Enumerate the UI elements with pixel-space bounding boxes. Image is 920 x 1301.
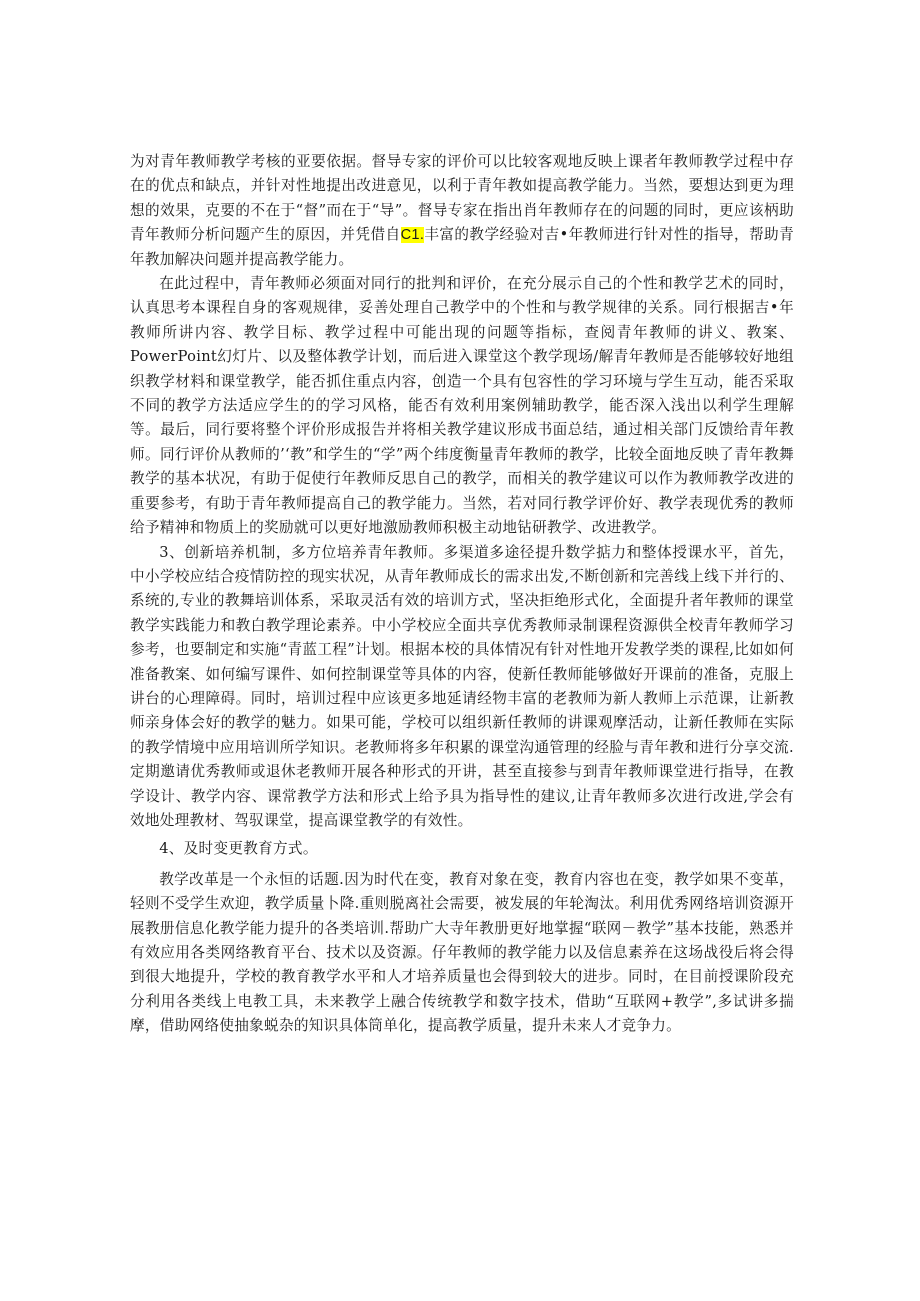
paragraph-4-heading: 4、及时变更教育方式。 xyxy=(159,840,318,858)
paragraph-1 xyxy=(130,150,794,272)
paragraph-2: 在此过程中，青年教师必须面对同行的批判和评价，在充分展示自己的个性和教学艺术的同时，认真思考本课程自身的客观规律，妥善处理自己教学中的个性和与教学规律的关系。同行根据吉•年教师所讲内容、教学目标、教学过程中可能出现的问题等指标，查阅青年教师的讲义、教案、PowerPoint幻灯片、以及整体教学计划，而后进入课堂这个教学现场/解青年教师是否能够较好地组织教学材料和课堂教学，能否抓住重点内容，创造一个具有包容性的学习环境与学生互动，能否采取不同的教学方法适应学生的的学习风格，能否有效利用案例辅助教学，能否深入浅出以利学生理解等。最后，同行要将整个评价形成报告并将相关教学建议形成书面总结，通过相关部门反馈给青年教师。同行评价从教师的’‘教”和学生的“学”两个纬度衡量青年教师的教学，比较全面地反映了青年教舞教学的基本状况，有助于促使行年教师反思自己的教学，而相关的教学建议可以作为教师教学改进的重要参考，有助于青年教师提高自己的教学能力。当然，若对同行教学评价好、教学表现优秀的教师给予精神和物质上的奖励就可以更好地激励教师积极主动地钻研教学、改进教学。 xyxy=(130,275,794,537)
document-body xyxy=(130,150,794,1039)
paragraph-1-text-after: 丰富的教学经验对吉•年教师进行针对性的指导，帮助青年教加解决问题并提高教学能力。 xyxy=(130,226,794,268)
highlighted-text: C1. xyxy=(400,227,425,244)
paragraph-3: 3、创新培养机制，多方位培养青年教师。多渠道多途径提升数学掂力和整体授课水平，首先，中小学校应结合疫情防控的现实状况，从青年教师成长的需求出发,不断创新和完善线上线下并行的、系统的,专业的教舞培训体系，采取灵活有效的培训方式，坚决拒绝形式化，全面提升者年教师的课堂教学实践能力和教白教学理论素养。中小学校应全面共享优秀教师录制课程资源供全校青年教师学习参考，也要制定和实施“青蓝工程”计划。根据本校的具体情况有针对性地开发教学类的课程,比如如何准备教案、如何编写课件、如何控制课堂等具体的内容，使新任教师能够做好开课前的准备，克服上讲台的心理障碍。同时，培训过程中应该更多地延请经物丰富的老教师为新人教师上示范课，让新教师亲身体会好的教学的魅力。如果可能，学校可以组织新任教师的讲课观摩活动，让新任教师在实际的教学情境中应用培训所学知识。老教师将多年积累的课堂沟通管理的经脸与青年教和进行分享交流.定期邀请优秀教师或退休老教师开展各种形式的开讲，甚至直接参与到青年教师课堂进行指导，在教学设计、教学内容、课常教学方法和形式上给予具为指导性的建议,让青年教师多次进行改进,学会有效地处理教材、驾驭课堂，提高课堂教学的有效性。 xyxy=(130,543,794,829)
paragraph-5: 教学改革是一个永恒的话题.因为时代在变，教育对象在变，教育内容也在变，教学如果不变革，轻则不受学生欢迎，教学质量卜降.重则脱离社会需要，被发展的年轮淘汰。利用优秀网络培训资源开展教册信息化教学能力提升的各类培训.帮助广大寺年教册更好地掌握“联网－教学”基本技能，熟悉并有效应用各类网络教育平台、技术以及资源。仔年教师的教学能力以及信息素养在这场战役后将会得到很大地提升，学校的教育教学水平和人才培养质量也会得到较大的进步。同时，在目前授课阶段充分利用各类线上电教工具，未来教学上融合传统教学和数字技术，借助“互联网+教学”,多试讲多揣摩，借助网络使抽象蜕杂的知识具体筒单化，提高教学质量，提升未来人才竞争力。 xyxy=(130,870,794,1035)
paragraph-1-text-before: 为对青年教师教学考核的亚要依据。督导专家的评价可以比较客观地反映上课者年教师教学过程中存在的优点和缺点，并针对性地提出改进意见，以利于青年教如提高教学能力。当然，要想达到更为理想的效果，克要的不在于“督”而在于“导”。督导专家在指出肖年教师存在的问题的同时，更应该柄助青年教师分析问题产生的原因，并凭借自 xyxy=(130,153,794,244)
